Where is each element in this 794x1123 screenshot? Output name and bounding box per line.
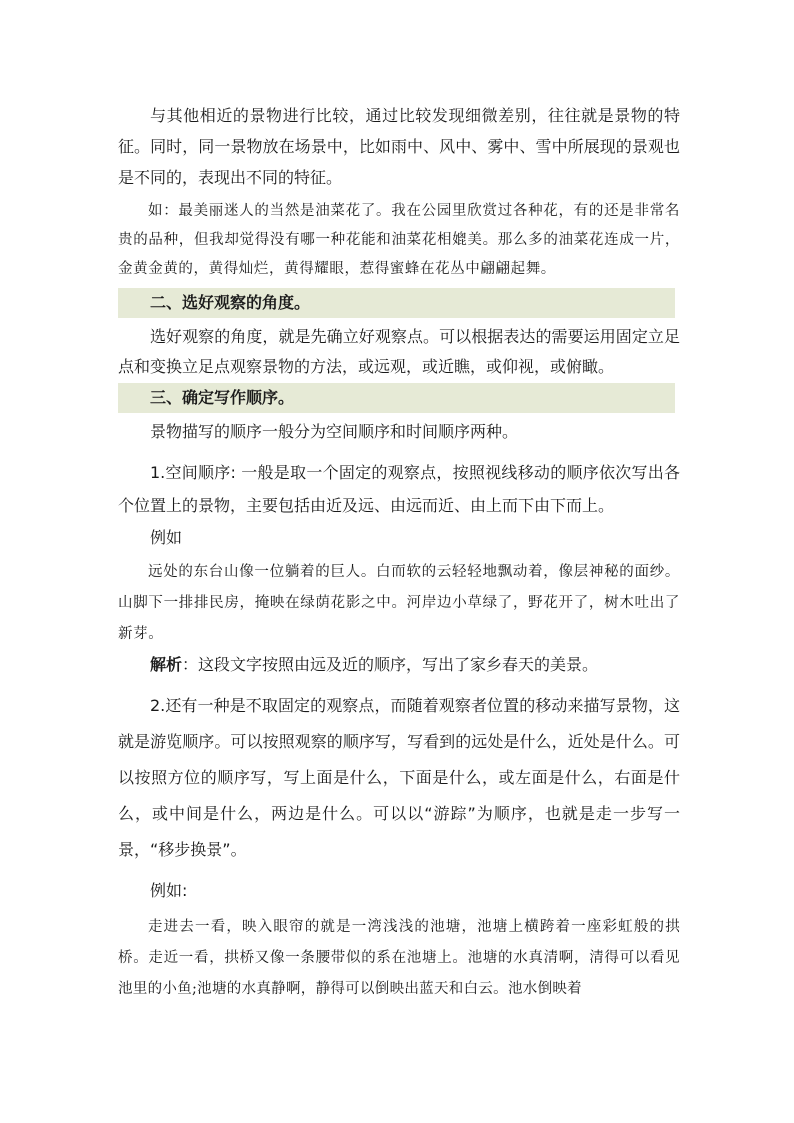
analysis-line xyxy=(150,650,598,680)
example-paragraph-rapeseed: 如：最美丽迷人的当然是油菜花了。我在公园里欣赏过各种花，有的还是非常名贵的品种，但我却觉得没有哪一种花能和油菜花相媲美。那么多的油菜花连成一片，金黄金黄的，黄得灿烂，黄得耀眼，惹得蜜蜂在花丛中翩翩起舞。 xyxy=(118,203,680,277)
analysis-text: ：这段文字按照由远及近的顺序，写出了家乡春天的美景。 xyxy=(182,655,599,674)
order-intro-paragraph: 景物描写的顺序一般分为空间顺序和时间顺序两种。 xyxy=(150,422,519,441)
spatial-order-paragraph: 1.空间顺序: 一般是取一个固定的观察点，按照视线移动的顺序依次写出各个位置上的景物，主要包括由近及远、由远而近、由上而下由下而上。 xyxy=(118,463,680,515)
analysis-label: 解析 xyxy=(150,655,183,674)
section-heading-order: 三、确定写作顺序。 xyxy=(118,383,675,413)
section-heading-angle: 二、选好观察的角度。 xyxy=(118,288,675,318)
intro-paragraph: 与其他相近的景物进行比较，通过比较发现细微差别，往往就是景物的特征。同时，同一景物放在场景中，比如雨中、风中、雾中、雪中所展现的景观也是不同的，表现出不同的特征。 xyxy=(118,106,680,187)
angle-paragraph: 选好观察的角度，就是先确立好观察点。可以根据表达的需要运用固定立足点和变换立足点观察景物的方法，或远观，或近瞧，或仰视，或俯瞰。 xyxy=(118,327,680,376)
example-label-2: 例如: xyxy=(150,881,188,900)
example-paragraph-mountain: 远处的东台山像一位躺着的巨人。白而软的云轻轻地飘动着，像层神秘的面纱。山脚下一排排民房，掩映在绿荫花影之中。河岸边小草绿了，野花开了，树木吐出了新芽。 xyxy=(118,564,680,642)
example-paragraph-pond: 走进去一看，映入眼帘的就是一湾浅浅的池塘，池塘上横跨着一座彩虹般的拱桥。走近一看，拱桥又像一条腰带似的系在池塘上。池塘的水真清啊，清得可以看见池里的小鱼;池塘的水真静啊，静得可以倒映出蓝天和白云。池水倒映着 xyxy=(118,919,680,997)
example-label: 例如 xyxy=(150,528,183,547)
tour-order-paragraph: 2.还有一种是不取固定的观察点，而随着观察者位置的移动来描写景物，这就是游览顺序。可以按照观察的顺序写，写看到的远处是什么，近处是什么。可以按照方位的顺序写，写上面是什么，下面是什么，或左面是什么，右面是什么，或中间是什么，两边是什么。可以以“游踪”为顺序，也就是走一步写一景，“移步换景”。 xyxy=(118,696,680,859)
